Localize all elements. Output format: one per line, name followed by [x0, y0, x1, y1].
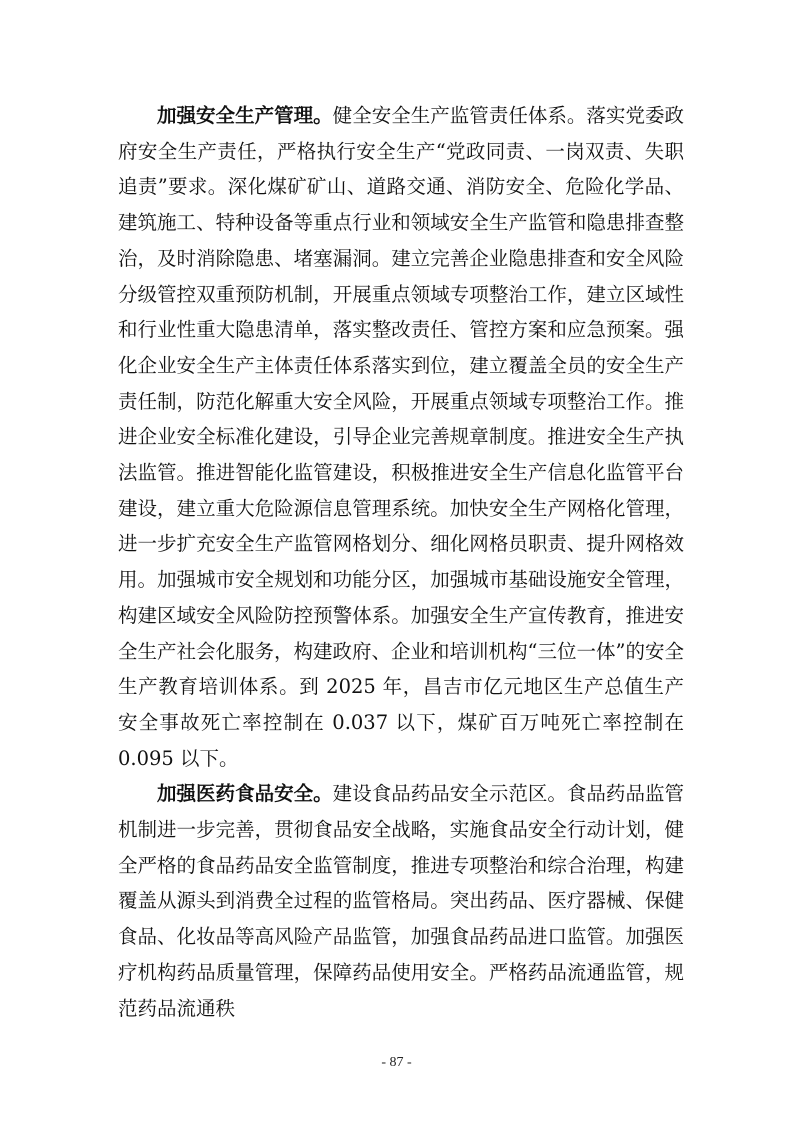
paragraph-body: 健全安全生产监管责任体系。落实党委政府安全生产责任，严格执行安全生产“党政同责、一岗双责、失职追责”要求。深化煤矿矿山、道路交通、消防安全、危险化学品、建筑施工、特种设备等重点行业和领域安全生产监管和隐患排查整治，及时消除隐患、堵塞漏洞。建立完善企业隐患排查和安全风险分级管控双重预防机制，开展重点领域专项整治工作，建立区域性和行业性重大隐患清单，落实整改责任、管控方案和应急预案。强化企业安全生产主体责任体系落实到位，建立覆盖全员的安全生产责任制，防范化解重大安全风险，开展重点领域专项整治工作。推进企业安全标准化建设，引导企业完善规章制度。推进安全生产执法监管。推进智能化监管建设，积极推进安全生产信息化监管平台建设，建立重大危险源信息管理系统。加快安全生产网格化管理，进一步扩充安全生产监管网格划分、细化网格员职责、提升网格效用。加强城市安全规划和功能分区，加强城市基础设施安全管理，构建区域安全风险防控预警体系。加强安全生产宣传教育，推进安全生产社会化服务，构建政府、企业和培训机构“三位一体”的安全生产教育培训体系。到 2025 年，昌吉市亿元地区生产总值生产安全事故死亡率控制在 0.037 以下，煤矿百万吨死亡率控制在 0.095 以下。: [118, 104, 684, 770]
body-text: [118, 98, 684, 1026]
page-number: - 87 -: [381, 1055, 412, 1070]
paragraph-safety-production: [118, 98, 684, 776]
paragraph-food-drug-safety: [118, 776, 684, 1026]
paragraph-body: 建设食品药品安全示范区。食品药品监管机制进一步完善，贯彻食品安全战略，实施食品安全行动计划，健全严格的食品药品安全监管制度，推进专项整治和综合治理，构建覆盖从源头到消费全过程的监管格局。突出药品、医疗器械、保健食品、化妆品等高风险产品监管，加强食品药品进口监管。加强医疗机构药品质量管理，保障药品使用安全。严格药品流通监管，规范药品流通秩: [118, 782, 684, 1020]
paragraph-heading: 加强安全生产管理。: [157, 104, 333, 127]
paragraph-heading: 加强医药食品安全。: [157, 782, 333, 806]
